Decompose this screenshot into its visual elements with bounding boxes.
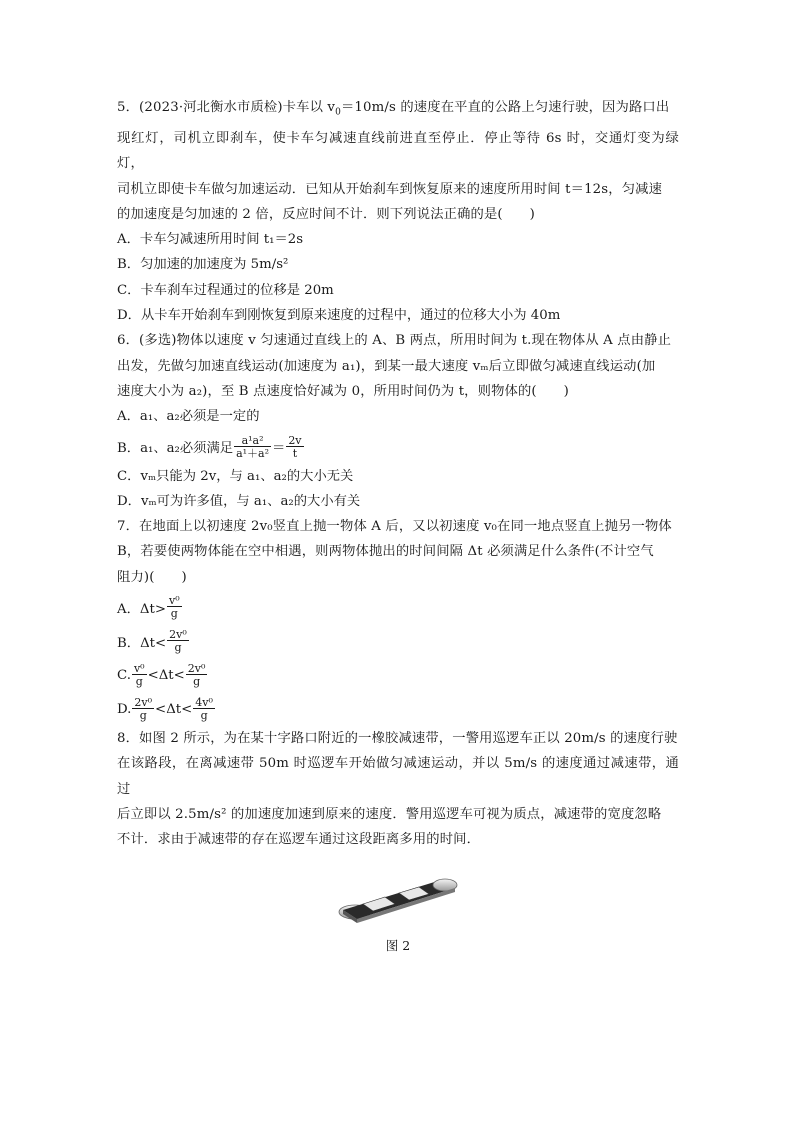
q7-a-den: g [167,606,182,619]
question-6 [117,328,679,514]
q6-stem-line-2: 出发，先做匀加速直线运动(加速度为 a₁)，到某一最大速度 vₘ后立即做匀减速直线运动(加 [117,358,656,374]
q8-stem-line-2: 在该路段，在离减速带 50m 时巡逻车开始做匀减速运动，并以 5m/s 的速度通过减速带，通过 [117,756,679,797]
figure-caption: 图 2 [385,938,411,954]
q8-stem-line-1: 8．如图 2 所示，为在某十字路口附近的一橡胶减速带，一警用巡逻车正以 20m/s 的速度行驶 [117,731,678,746]
q7-option-d [117,692,679,726]
q7-d-den2: g [193,708,215,721]
q7-c-num1: v⁰ [133,662,145,675]
q5-stem-line-4: 的加速度是匀加速的 2 倍，反应时间不计．则下列说法正确的是( ) [117,206,535,222]
q6-equals: ＝ [272,441,286,457]
figure-2 [117,866,679,954]
q6-frac2-num: 2v [288,433,302,447]
q7-c-fraction-1 [132,663,147,687]
q6-frac2-den: t [286,446,303,459]
question-5 [117,95,679,328]
q6-fraction-2 [286,435,303,459]
q7-d-fraction-2 [193,697,215,721]
q7-option-a [117,590,679,624]
exam-page [117,95,679,954]
q7-d-num2: 4v⁰ [195,696,213,709]
q7-c-num2: 2v⁰ [187,662,206,675]
q7-a-label: A．Δt> [117,601,166,617]
q5-stem-line-1: 5．(2023·河北衡水市质检)卡车以 $v_0=10m/s$ 的速度在平直的公路上匀速行驶，因为路口出 [117,100,670,118]
q7-d-mid: <Δt< [155,701,193,717]
q7-stem-line-1: 7．在地面上以初速度 2v₀竖直上抛一物体 A 后，又以初速度 v₀在同一地点竖直上抛另一物体 [117,519,672,535]
q7-b-den: g [167,640,189,653]
q6-option-d: D．vₘ可为许多值，与 a₁、a₂的大小有关 [117,493,361,509]
q7-c-fraction-2 [186,663,208,687]
q5-stem-line-2: 现红灯，司机立即刹车，使卡车匀减速直线前进直至停止．停止等待 6s 时，交通灯变为绿灯， [117,130,679,172]
q6-stem-line-1: 6．(多选)物体以速度 v 匀速通过直线上的 A、B 两点，所用时间为 t.现在物体从 A 点由静止 [117,333,672,349]
speed-bump-illustration [333,866,463,926]
q7-b-fraction [167,629,189,653]
q5-option-c: C．卡车刹车过程通过的位移是 20m [117,282,334,298]
q7-b-num: 2v⁰ [169,628,187,641]
q7-d-fraction-1 [132,697,154,721]
q6-frac1-den: a¹＋a² [236,446,270,460]
q6-frac1-num: a¹a² [241,433,264,447]
q7-b-label: B．Δt< [117,635,167,651]
q5-option-d: D．从卡车开始刹车到刚恢复到原来速度的过程中，通过的位移大小为 40m [117,308,561,324]
q6-option-b-label: B．a₁、a₂必须满足 [117,441,234,457]
q7-stem-line-2: B，若要使两物体能在空中相遇，则两物体抛出的时间间隔 Δt 必须满足什么条件(不计空气 [117,544,654,560]
q6-fraction-1 [234,435,271,459]
q6-option-a: A．a₁、a₂必须是一定的 [117,409,260,425]
q6-option-b [117,430,679,464]
q7-c-label: C. [117,667,131,683]
question-7 [117,514,679,726]
q8-stem-line-4: 不计．求由于减速带的存在巡逻车通过这段距离多用的时间． [117,832,481,848]
q8-stem-line-3: 后立即以 2.5m/s² 的加速度加速到原来的速度．警用巡逻车可视为质点，减速带的宽度忽略 [117,806,662,822]
q6-stem-line-3: 速度大小为 a₂)，至 B 点速度恰好减为 0，所用时间仍为 t，则物体的( ) [117,383,569,399]
q7-d-den1: g [132,708,154,721]
q7-c-den1: g [132,674,147,687]
question-8 [117,726,679,954]
q6-option-c: C．vₘ只能为 2v，与 a₁、a₂的大小无关 [117,468,354,484]
q7-c-den2: g [186,674,208,687]
q7-option-c [117,658,679,692]
q7-a-fraction [167,595,182,619]
q7-option-b [117,624,679,658]
q7-a-num: v⁰ [169,594,180,607]
q7-c-mid: <Δt< [147,667,185,683]
q5-stem-line-3: 司机立即使卡车做匀加速运动．已知从开始刹车到恢复原来的速度所用时间 t＝12s，匀减速 [117,181,663,197]
q5-option-a: A．卡车匀减速所用时间 t₁＝2s [117,232,304,248]
q7-stem-line-3: 阻力)( ) [117,569,187,585]
q7-d-label: D. [117,701,132,717]
q7-d-num1: 2v⁰ [134,696,153,709]
q5-option-b: B．匀加速的加速度为 5m/s² [117,257,289,273]
